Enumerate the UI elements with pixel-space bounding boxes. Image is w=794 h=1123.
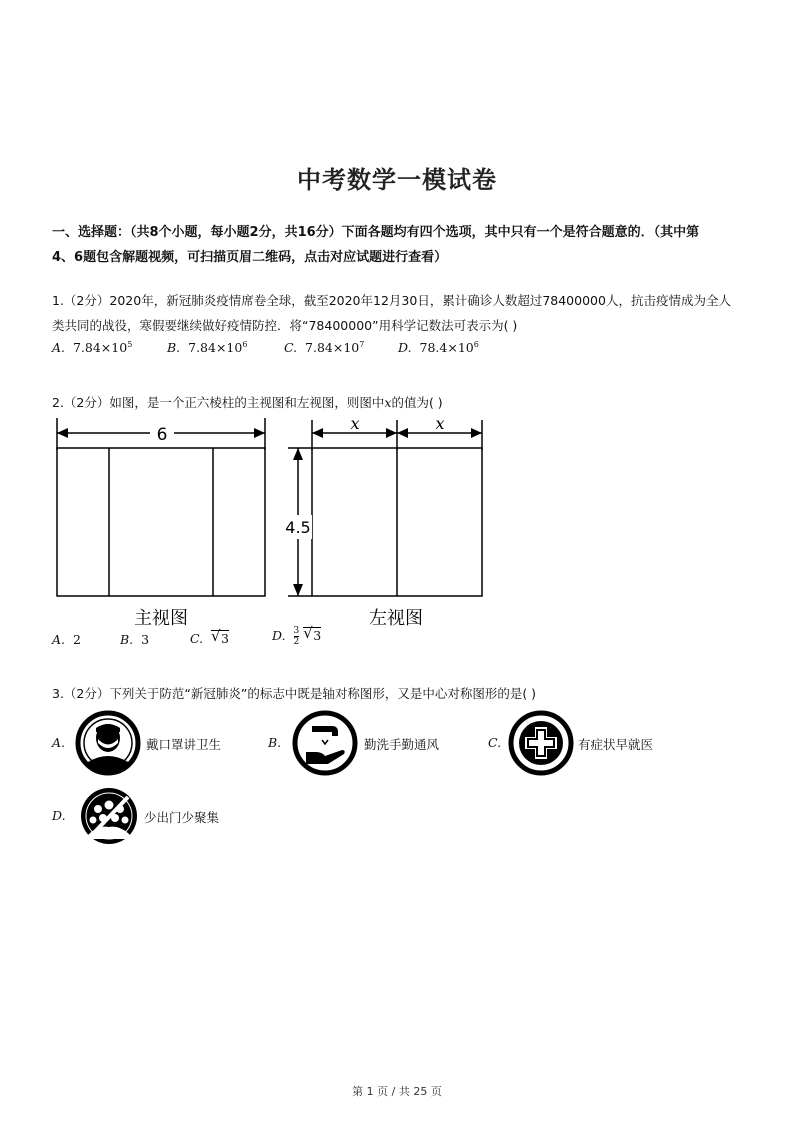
question-1 <box>52 288 752 338</box>
q2-option-b[interactable]: B. 3 <box>120 632 150 647</box>
page-title: 中考数学一模试卷 <box>297 166 497 194</box>
q1-option-c[interactable]: C. $7.84\times 10^7$ <box>284 340 365 355</box>
q3-option-b-label: 勤洗手勤通风 <box>364 737 440 752</box>
section-header-line2: 4、6题包含解题视频，可扫描页眉二维码，点击对应试题进行查看） <box>52 250 448 265</box>
mask-face-icon[interactable] <box>75 710 141 776</box>
q3-option-d-letter[interactable]: D. <box>52 808 66 823</box>
no-crowd-icon[interactable] <box>78 785 140 847</box>
q1-option-d[interactable]: D. $78.4\times 10^6$ <box>398 340 479 355</box>
q3-option-a-label: 戴口罩讲卫生 <box>146 737 222 752</box>
q2-option-a[interactable]: A. 2 <box>52 632 81 647</box>
q3-option-c-letter[interactable]: C. <box>488 735 502 750</box>
page-footer: 第 1 页 / 共 25 页 <box>352 1085 442 1098</box>
sqrt-expression: √ 3 <box>303 624 322 643</box>
q3-option-b-letter[interactable]: B. <box>268 735 282 750</box>
section-header <box>52 220 742 270</box>
q3-option-c-label: 有症状早就医 <box>578 737 654 752</box>
front-width-label: 6 <box>156 425 168 445</box>
section-header-line1: 一、选择题：（共8个小题，每小题2分，共16分）下面各题均有四个选项，其中只有一个是符合题意的．（其中第 <box>52 225 700 240</box>
q1-option-b[interactable]: B. $7.84\times 10^6$ <box>167 340 248 355</box>
question-3: 3.（2分）下列关于防范“新冠肺炎”的标志中既是轴对称图形，又是中心对称图形的是( ) <box>52 686 537 701</box>
side-view-caption: 左视图 <box>369 608 423 629</box>
hexagonal-prism-views-figure <box>40 415 500 635</box>
side-x-label-right: x <box>435 415 445 433</box>
q1-option-a[interactable]: A. $7.84\times 10^5$ <box>52 340 133 355</box>
fraction: $\frac{3}{2}$ <box>293 626 300 647</box>
side-height-label: 4.5 <box>285 518 311 537</box>
q3-option-a-letter[interactable]: A. <box>52 735 66 750</box>
front-view-caption: 主视图 <box>134 608 188 629</box>
question-1-line1: 1.（2分）2020年，新冠肺炎疫情席卷全球，截至2020年12月30日，累计确诊人数超过78400000人，抗击疫情成为全人 <box>52 293 731 308</box>
question-1-line2: 类共同的战役，寒假要继续做好疫情防控．将“78400000”用科学记数法可表示为( ) <box>52 318 518 333</box>
front-view <box>57 418 265 629</box>
question-2: 2.（2分）如图，是一个正六棱柱的主视图和左视图，则图中x的值为( ) <box>52 395 443 410</box>
handwash-icon[interactable] <box>292 710 358 776</box>
q2-option-c[interactable]: C. √ 3 <box>190 627 229 646</box>
side-x-label-left: x <box>350 415 360 433</box>
medical-cross-icon[interactable] <box>508 710 574 776</box>
side-view <box>284 415 482 629</box>
q3-option-d-label: 少出门少聚集 <box>144 810 220 825</box>
q2-option-d[interactable]: D. $\frac{3}{2}$ √ 3 <box>272 624 322 647</box>
sqrt-expression: √ 3 <box>211 627 229 646</box>
